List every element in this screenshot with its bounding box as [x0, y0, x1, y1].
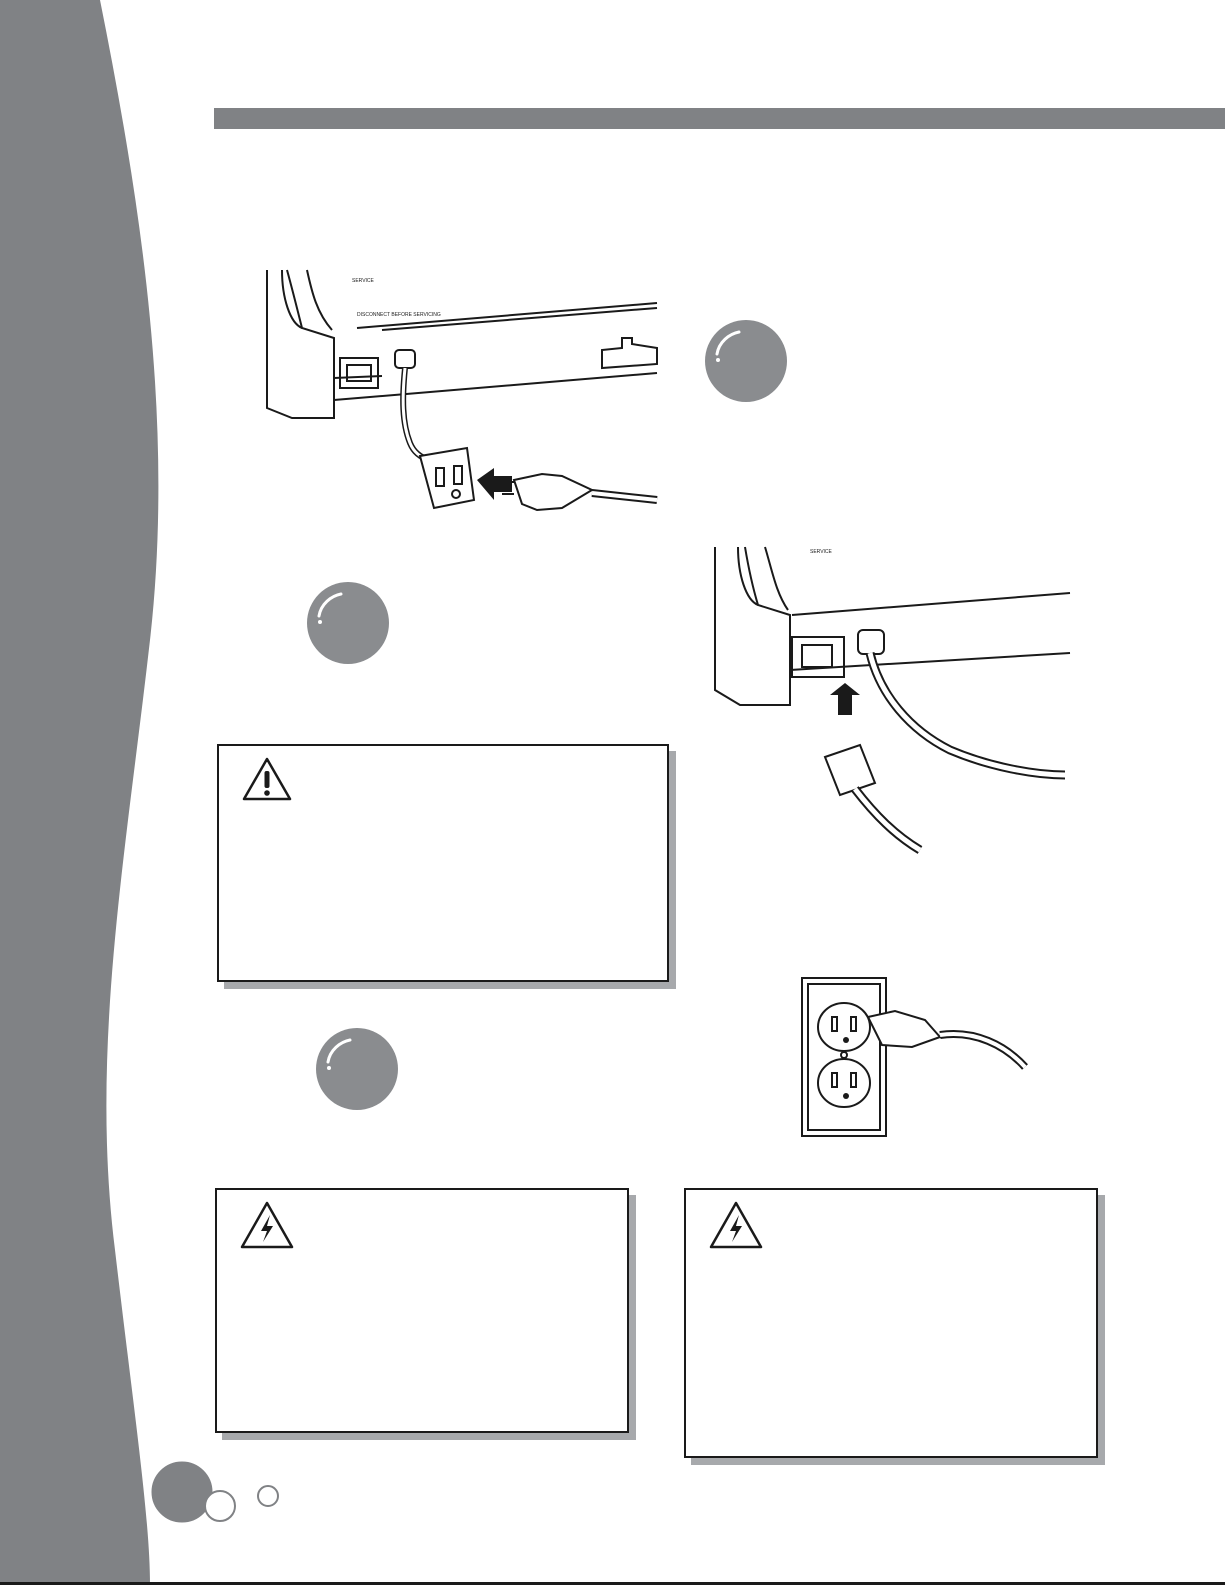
device-power-cord-illustration	[710, 545, 1075, 855]
step-bubble-2	[305, 580, 391, 666]
electrical-warning-box-left	[215, 1188, 629, 1433]
electrical-warning-box-right	[684, 1188, 1098, 1458]
lightning-triangle-icon	[708, 1200, 764, 1250]
service-label: SERVICE	[352, 278, 374, 284]
warning-box	[217, 744, 669, 982]
lightning-triangle-icon	[239, 1200, 295, 1250]
step-bubble-1	[703, 318, 789, 404]
wall-outlet-illustration	[800, 975, 1032, 1140]
header-bar	[214, 108, 1225, 129]
device-extension-cord-illustration	[262, 268, 662, 523]
disconnect-label: DISCONNECT BEFORE SERVICING	[357, 312, 441, 318]
footer-bubbles-decor	[148, 1450, 288, 1530]
service-label: SERVICE	[810, 549, 832, 555]
exclamation-triangle-icon	[241, 756, 293, 802]
step-bubble-3	[314, 1026, 400, 1112]
